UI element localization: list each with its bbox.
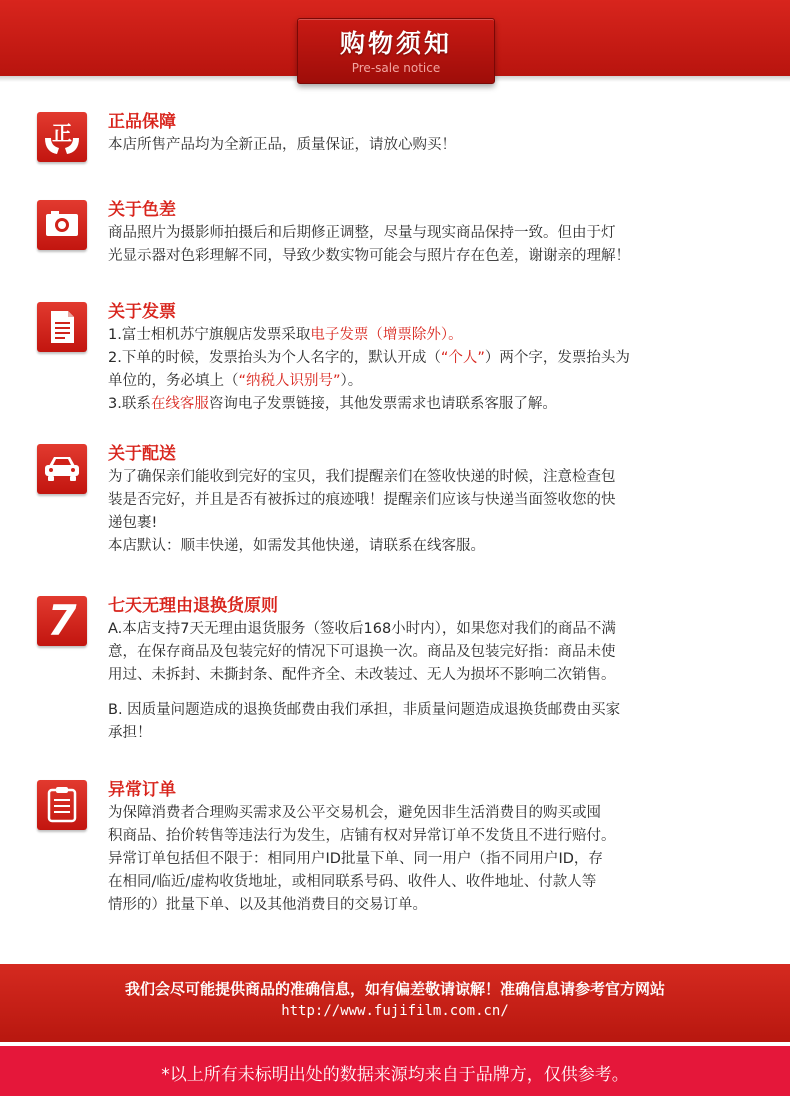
body-line: 商品照片为摄影师拍摄后和后期修正调整，尽量与现实商品保持一致。但由于灯 xyxy=(108,225,616,241)
document-icon xyxy=(37,302,87,352)
section-body xyxy=(108,222,758,268)
official-site-link[interactable]: http://www.fujifilm.com.cn/ xyxy=(281,1003,509,1019)
section-title: 关于发票 xyxy=(108,302,176,322)
body-line: A.本店支持7天无理由退货服务（签收后168小时内），如果您对我们的商品不满 xyxy=(108,621,616,637)
body-line: 递包裹! xyxy=(108,515,158,531)
body-line: 本店所售产品均为全新正品，质量保证，请放心购买！ xyxy=(108,137,456,153)
paragraph-gap xyxy=(108,687,758,699)
page-title: 购物须知 xyxy=(339,29,452,58)
clipboard-icon xyxy=(37,780,87,830)
text: ）两个字，发票抬头为 xyxy=(484,350,630,366)
section-body xyxy=(108,466,758,558)
body-line xyxy=(108,370,758,393)
body-line: 在相同/临近/虚构收货地址，或相同联系号码、收件人、收件地址、付款人等 xyxy=(108,874,597,890)
section-title: 正品保障 xyxy=(108,112,176,132)
text: 1.富士相机苏宁旗舰店发票采取 xyxy=(108,327,311,343)
header-badge xyxy=(297,18,495,84)
bottom-band xyxy=(0,1046,790,1096)
footer-band xyxy=(0,964,790,1042)
section-body xyxy=(108,134,758,157)
section-body xyxy=(108,618,758,745)
seven-days-icon xyxy=(37,596,87,646)
body-line: 异常订单包括但不限于：相同用户ID批量下单、同一用户（指不同用户ID，存 xyxy=(108,851,603,867)
genuine-glyph: 正 xyxy=(52,121,72,145)
body-line xyxy=(108,324,758,347)
body-line: 用过、未拆封、未撕封条、配件齐全、未改装过、无人为损坏不影响二次销售。 xyxy=(108,667,616,683)
body-line: 为了确保亲们能收到完好的宝贝，我们提醒亲们在签收快递的时候，注意检查包 xyxy=(108,469,616,485)
body-line: B. 因质量问题造成的退换货邮费由我们承担，非质量问题造成退换货邮费由买家 xyxy=(108,702,621,718)
text: 3.联系 xyxy=(108,396,151,412)
camera-icon xyxy=(37,200,87,250)
text: ）。 xyxy=(340,373,363,389)
section-title: 七天无理由退换货原则 xyxy=(108,596,278,616)
body-line: 意，在保存商品及包装完好的情况下可退换一次。商品及包装完好指：商品未使 xyxy=(108,644,616,660)
body-line: 本店默认：顺丰快递，如需发其他快递，请联系在线客服。 xyxy=(108,538,485,554)
body-line: 装是否完好，并且是否有被拆过的痕迹哦！提醒亲们应该与快递当面签收您的快 xyxy=(108,492,616,508)
page-subtitle: Pre-sale notice xyxy=(351,61,441,75)
section-title: 异常订单 xyxy=(108,780,176,800)
text: 2.下单的时候，发票抬头为个人名字的，默认开成（ xyxy=(108,350,441,366)
highlight-text: “纳税人识别号” xyxy=(238,373,341,389)
body-line: 为保障消费者合理购买需求及公平交易机会，避免因非生活消费目的购买或囤 xyxy=(108,805,601,821)
section-body xyxy=(108,324,758,416)
footer-disclaimer: 我们会尽可能提供商品的准确信息，如有偏差敬请谅解！准确信息请参考官方网站 xyxy=(124,980,665,998)
car-icon xyxy=(37,444,87,494)
body-line: 积商品、抬价转售等违法行为发生，店铺有权对异常订单不发货且不进行赔付。 xyxy=(108,828,616,844)
highlight-text: 电子发票（增票除外）。 xyxy=(310,327,463,343)
body-line: 情形的）批量下单、以及其他消费目的交易订单。 xyxy=(108,897,427,913)
section-title: 关于配送 xyxy=(108,444,176,464)
text: 单位的，务必填上（ xyxy=(108,373,239,389)
seven-glyph: 7 xyxy=(47,596,77,645)
body-line: 承担！ xyxy=(108,725,152,741)
genuine-hands-icon xyxy=(37,112,87,162)
source-note: *以上所有未标明出处的数据来源均来自于品牌方，仅供参考。 xyxy=(161,1065,629,1085)
section-title: 关于色差 xyxy=(108,200,176,220)
text: 咨询电子发票链接，其他发票需求也请联系客服了解。 xyxy=(208,396,557,412)
body-line: 光显示器对色彩理解不同，导致少数实物可能会与照片存在色差，谢谢亲的理解！ xyxy=(108,248,630,264)
body-line xyxy=(108,393,758,416)
section-body xyxy=(108,802,758,917)
online-service-link[interactable]: 在线客服 xyxy=(150,396,209,412)
highlight-text: “个人” xyxy=(440,350,485,366)
body-line xyxy=(108,347,758,370)
